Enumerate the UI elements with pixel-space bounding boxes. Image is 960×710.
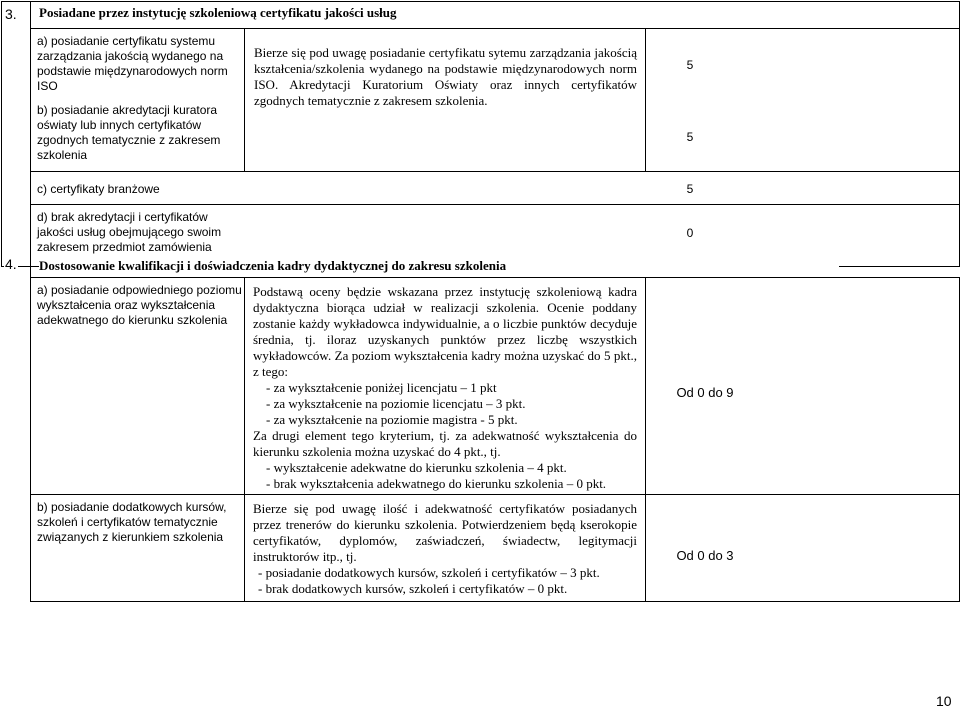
table-border <box>30 277 960 278</box>
section-4-desc-a-line: - za wykształcenie na poziomie licencjatu – 3 pkt. <box>266 396 526 411</box>
table-border <box>30 204 960 205</box>
table-border <box>30 601 960 602</box>
table-border <box>1 1 960 2</box>
table-border <box>30 1 31 267</box>
section-4-desc-a-line: - za wykształcenie poniżej licencjatu – 1 pkt <box>266 380 497 395</box>
section-3-score-b: 5 <box>686 130 694 144</box>
section-4-score-a: Od 0 do 9 <box>676 385 734 400</box>
section-4-desc-a-line: - za wykształcenie na poziomie magistra - 5 pkt. <box>266 412 518 427</box>
table-border <box>30 171 960 172</box>
section-3-item-d: d) brak akredytacji i certyfikatów jakości usług obejmującego swoim zakresem przedmiot zamówienia <box>37 210 222 254</box>
section-4-number: 4. <box>5 256 17 272</box>
section-3-item-c: c) certyfikaty branżowe <box>37 182 160 196</box>
section-3-description: Bierze się pod uwagę posiadanie certyfikatu sytemu zarządzania jakością kształcenia/szkolenia wydanego na podstawie międzynarodowych norm ISO. Akredytacji Kuratorium Oświaty oraz innych certyfikatów zgodnych tematycznie z zakresem szkolenia. <box>254 45 637 108</box>
table-border <box>30 494 960 495</box>
section-4-title: Dostosowanie kwalifikacji i doświadczenia kadry dydaktycznej do zakresu szkolenia <box>39 258 839 274</box>
table-border <box>1 1 2 267</box>
section-3-score-d: 0 <box>686 226 694 240</box>
table-border <box>30 277 31 602</box>
section-3-item-b: b) posiadanie akredytacji kuratora oświaty lub innych certyfikatów zgodnych tematycznie z zakresem szkolenia <box>37 103 221 162</box>
section-3-score-c: 5 <box>686 182 694 196</box>
table-border <box>30 28 960 29</box>
section-3-score-a: 5 <box>686 58 694 72</box>
section-4-desc-a-line: - wykształcenie adekwatne do kierunku szkolenia – 4 pkt. <box>266 460 567 475</box>
section-4-description-a <box>253 284 637 492</box>
page-number: 10 <box>936 693 952 709</box>
table-border <box>645 28 646 172</box>
section-4-desc-b-line: - brak dodatkowych kursów, szkoleń i certyfikatów – 0 pkt. <box>258 581 568 596</box>
section-4-score-b: Od 0 do 3 <box>676 548 734 563</box>
section-3-item-a: a) posiadanie certyfikatu systemu zarządzania jakością wydanego na podstawie międzynarodowych norm ISO <box>37 34 228 93</box>
table-border <box>645 277 646 602</box>
section-4-desc-a-paragraph-2: Za drugi element tego kryterium, tj. za adekwatność wykształcenia do kierunku szkolenia można uzyskać do 4 pkt., tj. <box>253 428 637 459</box>
section-3-title: Posiadane przez instytucję szkoleniową certyfikatu jakości usług <box>39 5 397 20</box>
section-3-number: 3. <box>5 6 17 22</box>
table-border <box>244 28 245 172</box>
section-4-item-a: a) posiadanie odpowiedniego poziomu wykształcenia oraz wykształcenia adekwatnego do kierunku szkolenia <box>37 283 242 327</box>
section-4-desc-b-line: - posiadanie dodatkowych kursów, szkoleń i certyfikatów – 3 pkt. <box>258 565 600 580</box>
section-4-item-b: b) posiadanie dodatkowych kursów, szkoleń i certyfikatów tematycznie związanych z kierunkiem szkolenia <box>37 500 227 544</box>
section-4-desc-a-line: - brak wykształcenia adekwatnego do kierunku szkolenia – 0 pkt. <box>266 476 607 491</box>
table-border <box>244 277 245 602</box>
section-4-desc-b-paragraph: Bierze się pod uwagę ilość i adekwatność certyfikatów posiadanych przez trenerów do kierunku szkolenia. Potwierdzeniem będą kserokopie certyfikatów, dyplomów, zaświadczeń, świadectw, legitymacji instruktorów itp., tj. <box>253 501 637 564</box>
section-4-desc-a-paragraph: Podstawą oceny będzie wskazana przez instytucję szkoleniową kadra dydaktyczna biorąca udział w realizacji szkolenia. Ocenie poddany zostanie każdy wykładowca indywidualnie, a o liczbie punktów decyduje średnia, tj. iloraz uzyskanych punktów przez liczbę wszystkich wykładowców. Za poziom wykształcenia kadry można uzyskać do 5 pkt., z tego: <box>253 284 637 379</box>
section-4-description-b <box>253 501 637 597</box>
